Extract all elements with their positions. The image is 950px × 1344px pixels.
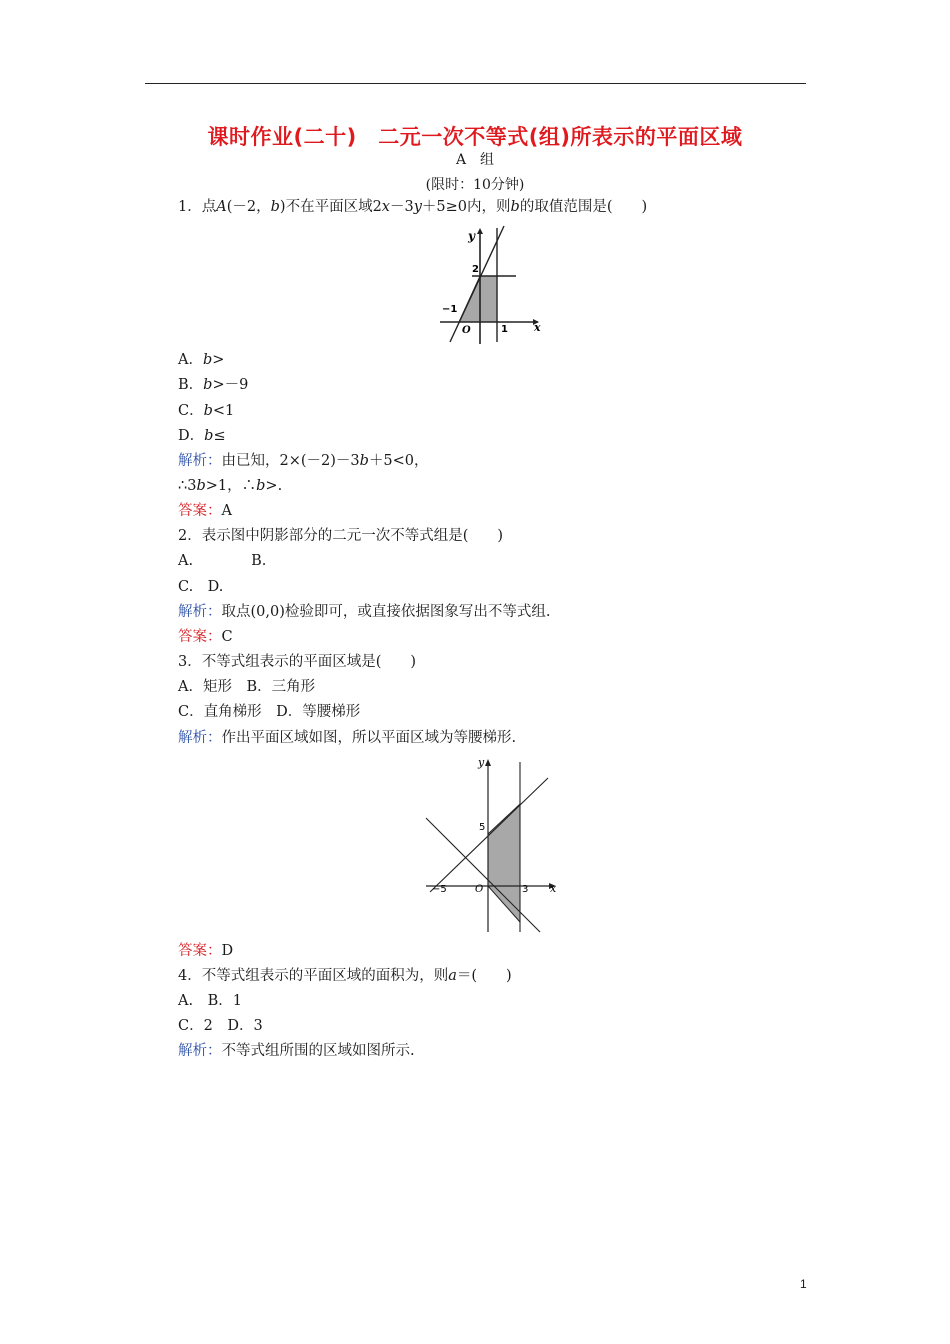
q3-fig-y-label: y bbox=[478, 756, 485, 769]
group-label: A 组 bbox=[455, 152, 495, 168]
q1-y-arrow bbox=[477, 228, 483, 234]
q4-stem: 4．不等式组表示的平面区域的面积为，则a＝( ) bbox=[178, 968, 512, 984]
q3-fig-x-label: x bbox=[550, 882, 557, 895]
q2-analysis: 解析：取点(0,0)检验即可，或直接依据图象写出不等式组. bbox=[178, 604, 551, 620]
q3-analysis: 解析：作出平面区域如图，所以平面区域为等腰梯形. bbox=[178, 730, 517, 746]
q3-stem: 3．不等式组表示的平面区域是( ) bbox=[178, 654, 417, 670]
q1-fig-y-label: y bbox=[468, 229, 475, 243]
analysis-label: 解析： bbox=[178, 730, 222, 746]
q1-analysis-line2: ∴3b>1，∴b>. bbox=[178, 478, 283, 494]
q1-fig-label-1: 1 bbox=[501, 324, 508, 335]
answer-label: 答案： bbox=[178, 629, 222, 645]
q1-stem: 1．点A(－2，b)不在平面区域2x－3y＋5≥0内，则b的取值范围是( ) bbox=[178, 199, 648, 215]
q1-analysis: 解析：由已知，2×(－2)－3b＋5<0， bbox=[178, 453, 429, 469]
q3-y-arrow bbox=[485, 759, 491, 766]
header-rule bbox=[145, 83, 806, 84]
analysis-label: 解析： bbox=[178, 453, 222, 469]
q1-option-b: B．b>－9 bbox=[178, 377, 249, 393]
q1-answer: 答案：A bbox=[178, 503, 232, 519]
analysis-label: 解析： bbox=[178, 1043, 222, 1059]
page-number: 1 bbox=[800, 1277, 807, 1291]
q2-answer: 答案：C bbox=[178, 629, 233, 645]
q3-fig-label-O: O bbox=[475, 884, 484, 895]
q4-options-row2: C．2 D．3 bbox=[178, 1018, 263, 1034]
q1-fig-x-label: x bbox=[534, 321, 541, 334]
q3-answer: 答案：D bbox=[178, 943, 234, 959]
q3-line-falling bbox=[426, 818, 540, 932]
q1-fig-label-O: O bbox=[462, 325, 471, 336]
q2-options-row2: C. D. bbox=[178, 579, 224, 595]
q3-fig-label-neg5: −5 bbox=[432, 884, 447, 895]
q3-fig-label-5: 5 bbox=[479, 822, 486, 833]
q3-options-row1: A．矩形 B．三角形 bbox=[178, 679, 316, 695]
q2-stem: 2．表示图中阴影部分的二元一次不等式组是( ) bbox=[178, 528, 504, 544]
q2-options-row1: A. B. bbox=[178, 553, 267, 569]
q1-option-c: C．b<1 bbox=[178, 403, 235, 419]
q4-options-row1: A. B．1 bbox=[178, 993, 242, 1009]
q1-figure bbox=[438, 224, 544, 346]
answer-label: 答案： bbox=[178, 503, 222, 519]
q3-figure bbox=[420, 752, 562, 936]
q1-fig-label-neg1: −1 bbox=[442, 304, 458, 315]
answer-label: 答案： bbox=[178, 943, 222, 959]
page-title: 课时作业(二十) 二元一次不等式(组)所表示的平面区域 bbox=[207, 125, 743, 149]
q3-options-row2: C．直角梯形 D．等腰梯形 bbox=[178, 704, 361, 720]
q1-option-d: D．b≤ bbox=[178, 428, 226, 444]
time-limit: (限时：10分钟) bbox=[425, 177, 525, 193]
q3-fig-label-3: 3 bbox=[522, 884, 529, 895]
q1-fig-label-2: 2 bbox=[472, 264, 479, 275]
q4-analysis: 解析：不等式组所围的区域如图所示. bbox=[178, 1043, 415, 1059]
analysis-label: 解析： bbox=[178, 604, 222, 620]
q3-shaded-trapezoid bbox=[488, 804, 520, 922]
q1-option-a: A．b> bbox=[178, 352, 225, 368]
